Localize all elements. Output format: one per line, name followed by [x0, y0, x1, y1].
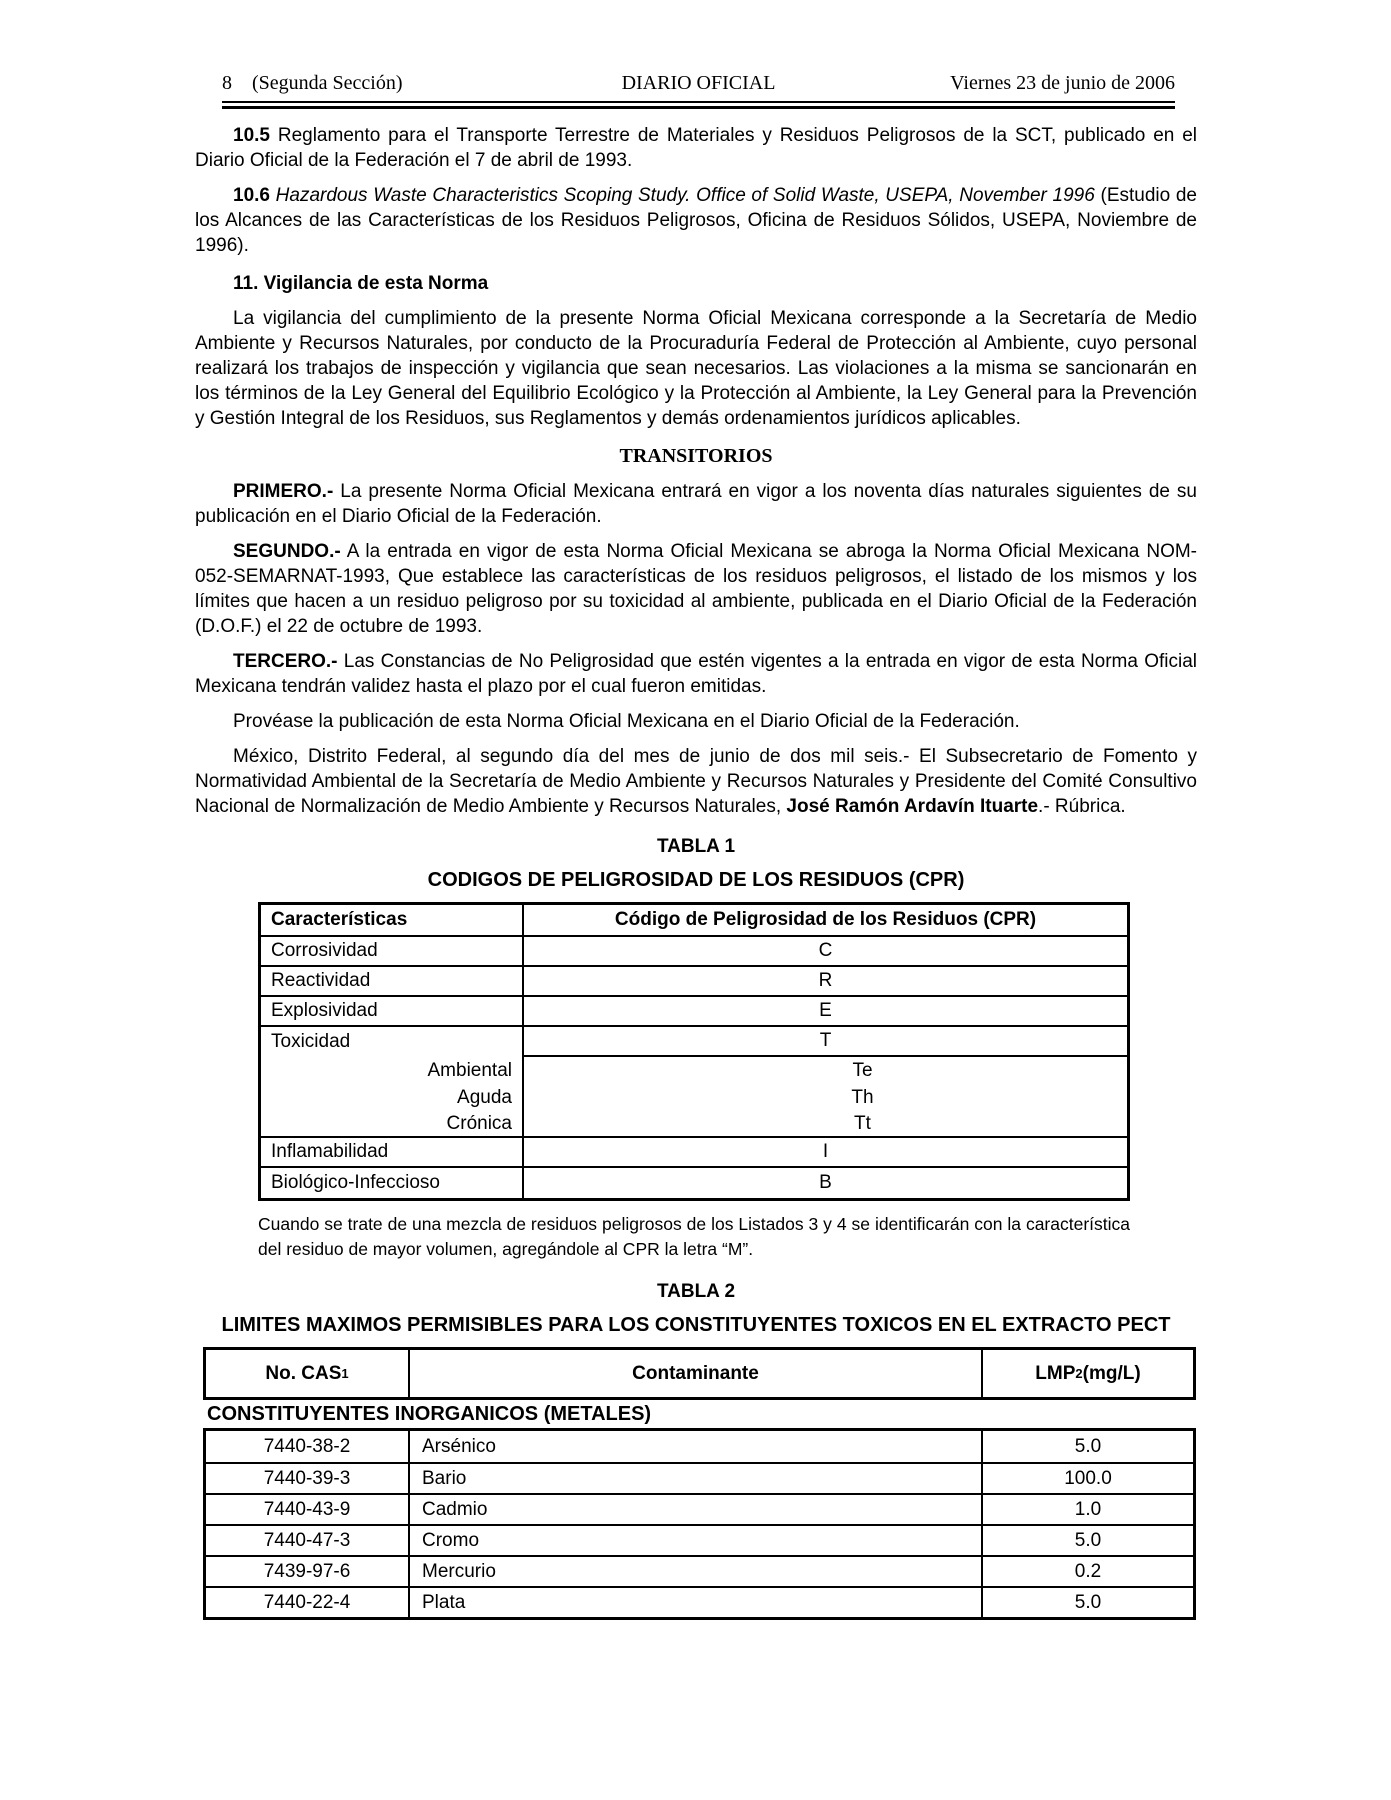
cpr-code: Th: [851, 1086, 874, 1108]
header-left: [222, 72, 540, 95]
cas-number: 7440-47-3: [206, 1524, 410, 1555]
clause-number: 10.5: [233, 125, 270, 146]
tabla2-title: TABLA 2: [656, 1281, 736, 1302]
paragraph-10-6: [195, 183, 1197, 258]
contaminant-name: Arsénico: [410, 1431, 983, 1462]
tabla1-col1-header: Características: [261, 905, 524, 937]
table-row: [261, 967, 1127, 997]
section-label: (Segunda Sección): [252, 72, 403, 94]
cas-number: 7440-39-3: [206, 1462, 410, 1493]
tabla1-col2-header: Código de Peligrosidad de los Residuos (CPR): [524, 905, 1127, 937]
tabla2-contaminante-header: Contaminante: [410, 1350, 983, 1397]
lmp-value: 5.0: [1074, 1435, 1102, 1457]
clause-label: SEGUNDO.-: [233, 541, 341, 562]
characteristic-sublabel: Ambiental: [261, 1057, 524, 1084]
clause-number: 10.6: [233, 185, 270, 206]
table-row: [261, 937, 1127, 967]
clause-label: PRIMERO.-: [233, 481, 334, 502]
lmp-value: 100.0: [983, 1462, 1193, 1493]
header-unit: (mg/L): [1082, 1362, 1141, 1384]
cas-number: 7440-43-9: [206, 1493, 410, 1524]
paragraph-11: La vigilancia del cumplimiento de la presente Norma Oficial Mexicana corresponde a la Secretaría de Medio Ambiente y Recursos Naturales, por conducto de la Procuraduría Federal de Protección al Ambiente, cuyo personal realizará los trabajos de inspección y vigilancia que sean necesarios. Las violaciones a la misma se sancionarán en los términos de la Ley General del Equilibrio Ecológico y la Protección al Ambiente, la Ley General para la Prevención y Gestión Integral de los Residuos, sus Reglamentos y demás ordenamientos jurídicos aplicables.: [195, 308, 1197, 429]
tabla1-subtitle: CODIGOS DE PELIGROSIDAD DE LOS RESIDUOS (CPR): [427, 869, 965, 891]
header-text: LMP: [1035, 1362, 1076, 1384]
characteristic-label: Toxicidad: [261, 1027, 524, 1057]
clause-text: A la entrada en vigor de esta Norma Oficial Mexicana se abroga la Norma Oficial Mexicana NOM-052-SEMARNAT-1993, Que establece las características de los residuos peligrosos, el listado de los mismos y los límites que hacen a un residuo peligroso por su toxicidad al ambiente, publicada en el Diario Oficial de la Federación (D.O.F.) el 22 de octubre de 1993.: [195, 541, 1197, 637]
cpr-code: Tt: [524, 1111, 1127, 1138]
heading-transitorios: TRANSITORIOS: [619, 445, 773, 467]
header-text: No. CAS: [265, 1362, 342, 1384]
tabla1-title: TABLA 1: [656, 836, 736, 857]
table-row: [261, 1111, 1127, 1138]
publication-date: Viernes 23 de junio de 2006: [950, 72, 1176, 94]
tabla2-body: [203, 1428, 1196, 1620]
paragraph-primero: [195, 479, 1197, 529]
clause-label: TERCERO.-: [233, 651, 338, 672]
table-row: [261, 1138, 1127, 1168]
clause-text: La presente Norma Oficial Mexicana entrará en vigor a los noventa días naturales siguientes de su publicación en el Diario Oficial de la Federación.: [195, 481, 1197, 527]
contaminant-name: Cadmio: [410, 1493, 983, 1524]
paragraph-provease: Provéase la publicación de esta Norma Oficial Mexicana en el Diario Oficial de la Federación.: [233, 711, 1020, 732]
tabla2-subtitle: LIMITES MAXIMOS PERMISIBLES PARA LOS CONSTITUYENTES TOXICOS EN EL EXTRACTO PECT: [221, 1314, 1171, 1336]
heading-11: [195, 271, 1197, 296]
clause-text: (Estudio de los Alcances de las Características de los Residuos Peligrosos, Oficina de Residuos Sólidos, USEPA, Noviembre de 1996).: [195, 185, 1198, 256]
table-row: [261, 1057, 1127, 1084]
table-row: [261, 997, 1127, 1027]
page-content: [195, 0, 1197, 1620]
tabla2-section-header: CONSTITUYENTES INORGANICOS (METALES): [207, 1403, 652, 1425]
tabla1: [258, 902, 1130, 1201]
heading-text: 11. Vigilancia de esta Norma: [233, 273, 489, 294]
cpr-code: R: [524, 967, 1127, 997]
characteristic-label: Explosividad: [261, 997, 524, 1027]
lmp-value: 1.0: [983, 1493, 1193, 1524]
tabla2-cas-header: No. CAS 1: [206, 1350, 410, 1397]
contaminant-name: Mercurio: [410, 1555, 983, 1586]
contaminant-name: Bario: [410, 1462, 983, 1493]
paragraph-tercero: [195, 649, 1197, 699]
clause-text: Reglamento para el Transporte Terrestre de Materiales y Residuos Peligrosos de la SCT, publicado en el Diario Oficial de la Federación el 7 de abril de 1993.: [195, 125, 1197, 171]
tabla2-lmp-header: LMP 2 (mg/L): [1035, 1362, 1141, 1384]
paragraph-firma: [195, 744, 1197, 819]
table-row: [261, 1168, 1127, 1198]
paragraph-10-5: [195, 123, 1197, 173]
contaminant-name: Cromo: [410, 1524, 983, 1555]
clause-text: .- Rúbrica.: [1038, 796, 1126, 817]
cpr-code: I: [524, 1138, 1127, 1168]
table-row: [261, 1027, 1127, 1057]
cas-number: 7440-38-2: [206, 1431, 410, 1462]
header-rule: [222, 101, 1175, 109]
paragraph-segundo: [195, 539, 1197, 639]
lmp-value: 5.0: [983, 1524, 1193, 1555]
signatory-name: José Ramón Ardavín Ituarte: [786, 796, 1039, 817]
characteristic-sublabel: Crónica: [261, 1111, 524, 1138]
cpr-code: T: [524, 1027, 1127, 1057]
contaminant-name: Plata: [410, 1586, 983, 1617]
page-header: [222, 0, 1175, 109]
lmp-value: 0.2: [983, 1555, 1193, 1586]
cpr-code: E: [524, 997, 1127, 1027]
publication-title: DIARIO OFICIAL: [621, 72, 776, 94]
cas-number: 7439-97-6: [206, 1555, 410, 1586]
cpr-code: B: [819, 1172, 832, 1193]
characteristic-label: Reactividad: [261, 967, 524, 997]
characteristic-label: Corrosividad: [261, 937, 524, 967]
tabla1-note: Cuando se trate de una mezcla de residuos peligrosos de los Listados 3 y 4 se identificarán con la característica del residuo de mayor volumen, agregándole al CPR la letra “M”.: [258, 1214, 1130, 1259]
characteristic-label: Biológico-Infeccioso: [261, 1168, 524, 1198]
lmp-value: 5.0: [983, 1586, 1193, 1617]
clause-text: México, Distrito Federal, al segundo día del mes de junio de dos mil seis.- El Subsecretario de Fomento y Normatividad Ambiental de la Secretaría de Medio Ambiente y Recursos Naturales y Presidente del Comité Consultivo Nacional de Normalización de Medio Ambiente y Recursos Naturales,: [195, 746, 1197, 817]
cpr-code: C: [524, 937, 1127, 967]
page-number: 8: [222, 72, 232, 94]
cpr-code: Te: [852, 1059, 873, 1081]
table-row: [261, 1084, 1127, 1111]
clause-text: Las Constancias de No Peligrosidad que estén vigentes a la entrada en vigor de esta Norma Oficial Mexicana tendrán validez hasta el plazo por el cual fueron emitidas.: [195, 651, 1197, 697]
tabla1-header-row: [261, 905, 1127, 937]
characteristic-label: Inflamabilidad: [261, 1138, 524, 1168]
characteristic-sublabel: Aguda: [261, 1084, 524, 1111]
clause-text-italic: Hazardous Waste Characteristics Scoping Study. Office of Solid Waste, USEPA, November 1996: [275, 185, 1095, 206]
tabla2-header-row: [203, 1347, 1196, 1400]
cas-number: 7440-22-4: [206, 1586, 410, 1617]
